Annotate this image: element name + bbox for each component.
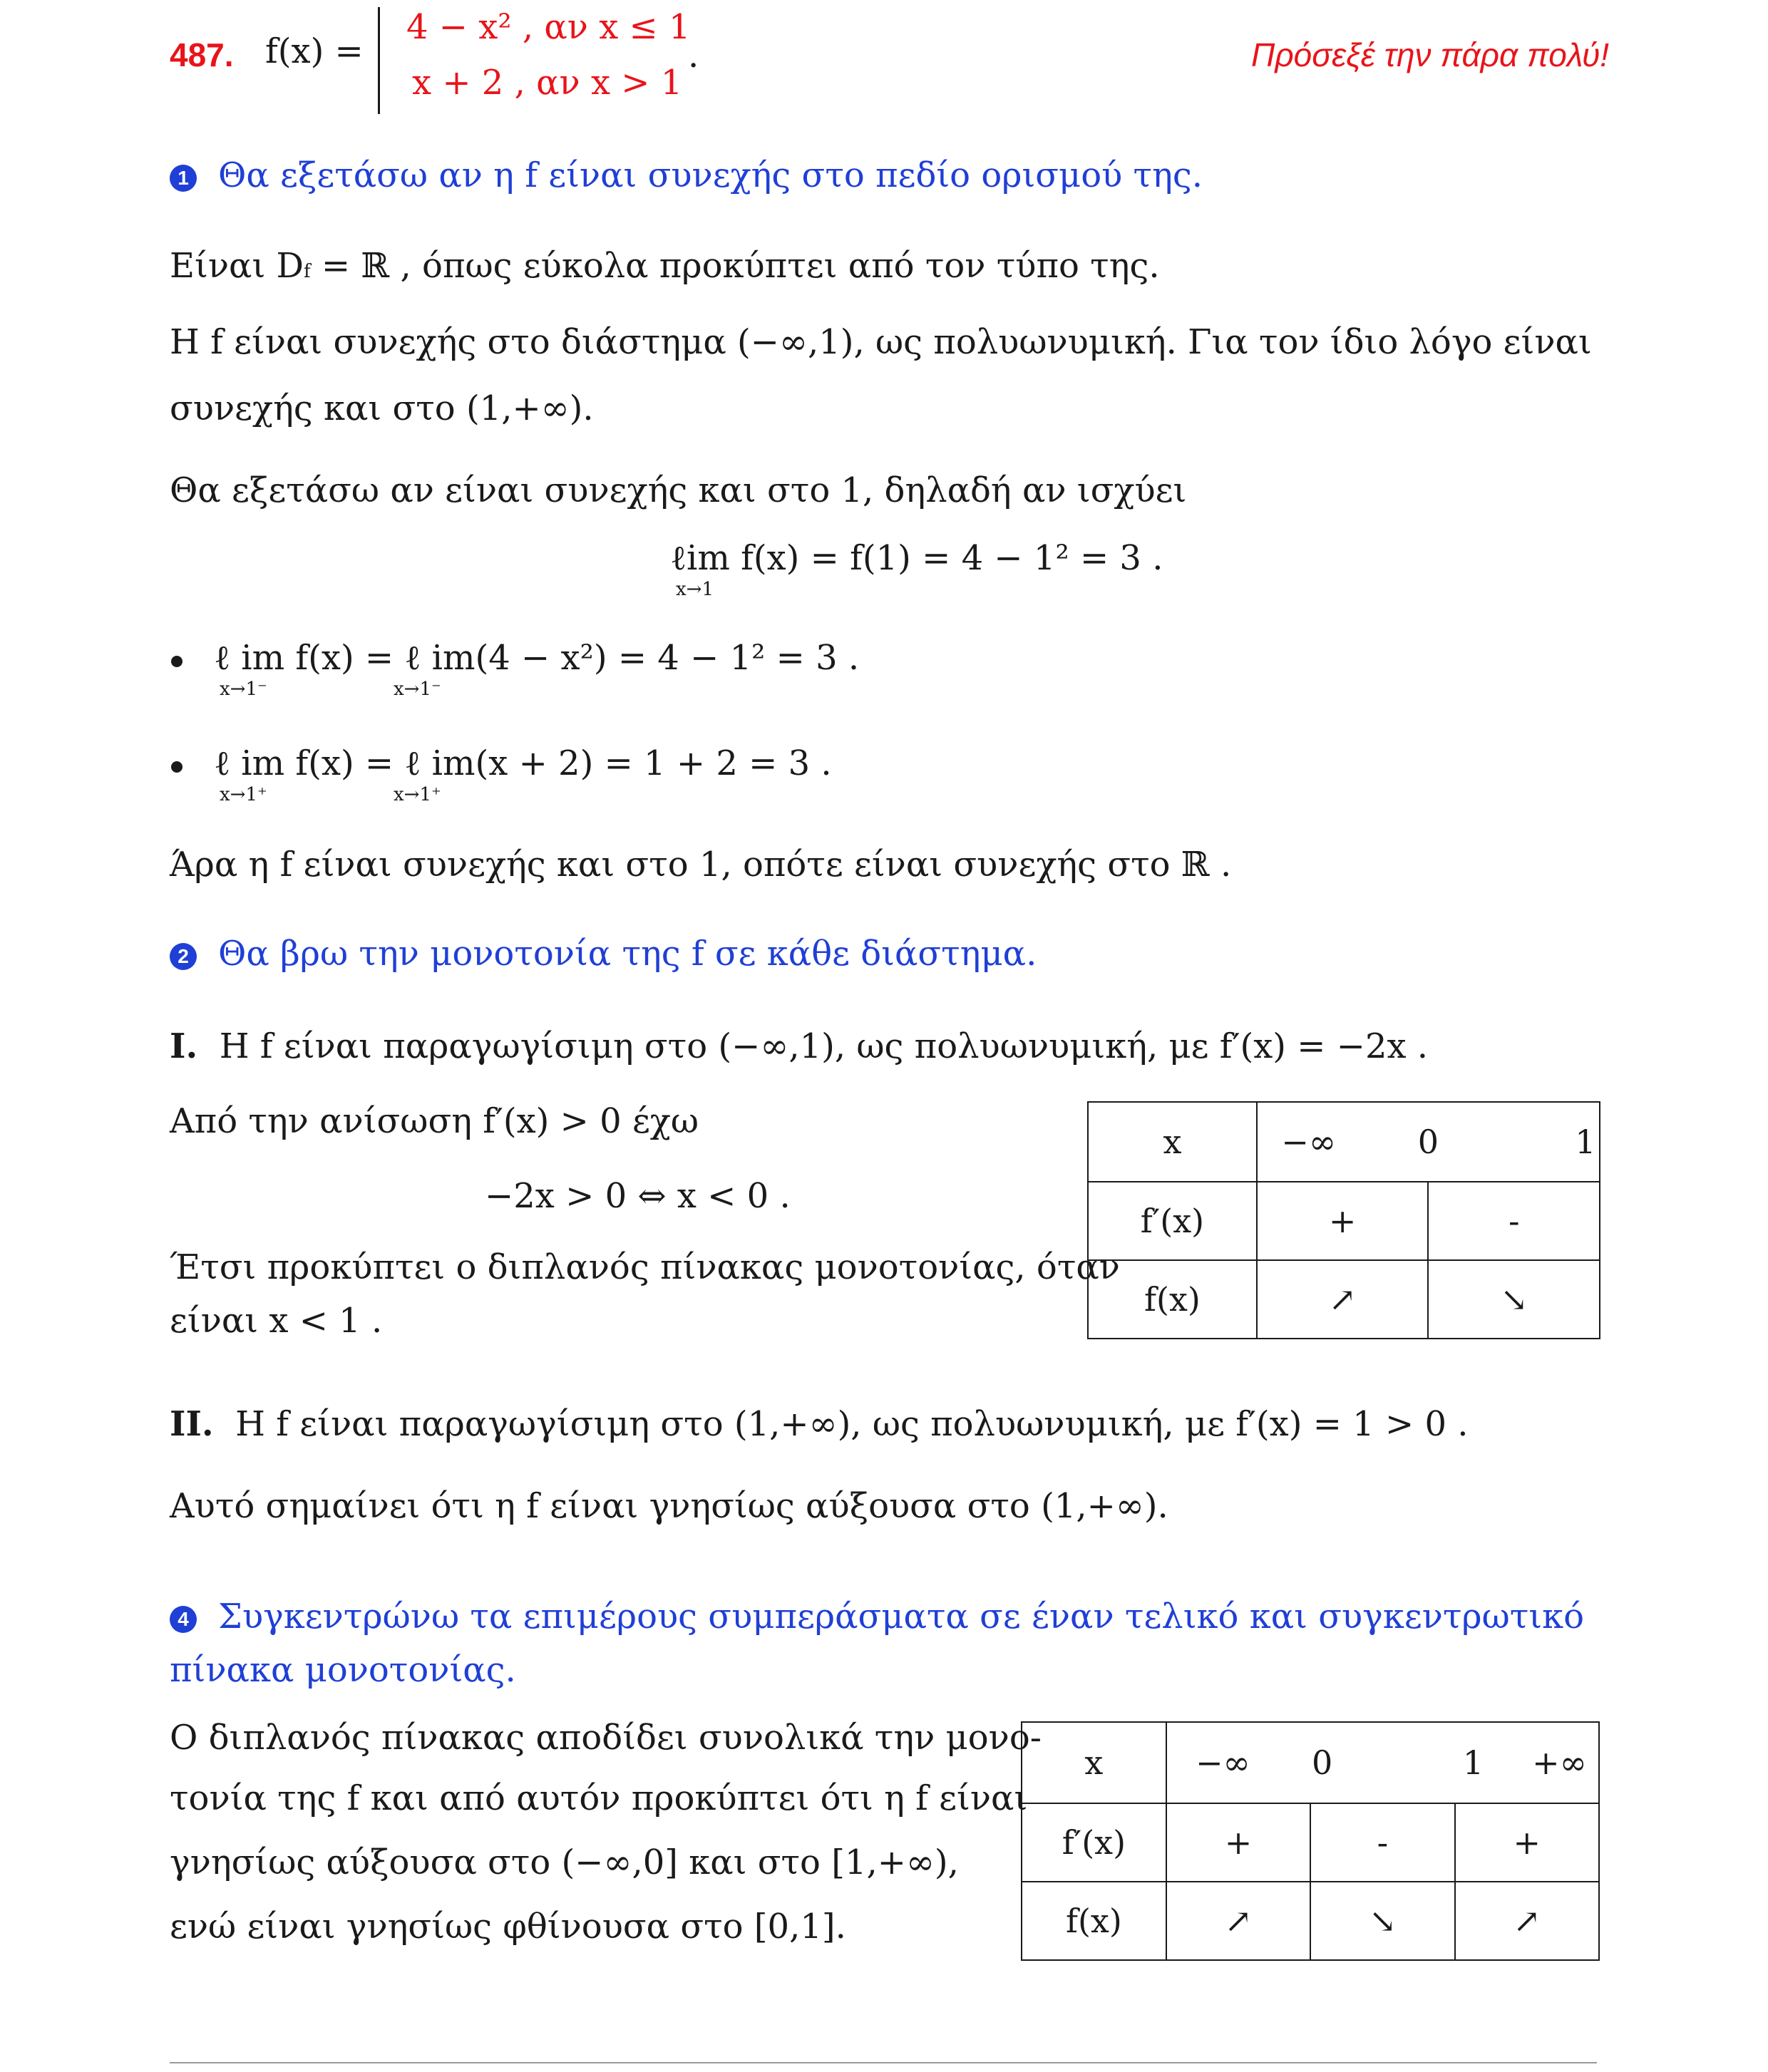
table2-fprime-label: f′(x) — [1022, 1803, 1166, 1882]
step1-title — [170, 155, 1203, 195]
step2-marker: 2 — [170, 943, 197, 970]
step4-title-line2: πίνακα μονοτονίας. — [170, 1650, 516, 1690]
right-limit-sub-1: x→1⁺ — [220, 784, 267, 805]
piecewise-case-2: x + 2 , αν x > 1 — [412, 63, 683, 103]
continuity-para-line2: συνεχής και στο (1,+∞). — [170, 388, 594, 428]
part-II-conclusion: Αυτό σημαίνει ότι η f είναι γνησίως αύξουσα στο (1,+∞). — [170, 1486, 1168, 1526]
piecewise-case-1: 4 − x² , αν x ≤ 1 — [406, 7, 691, 47]
table2-x-header: x — [1022, 1722, 1166, 1803]
domain-subscript: f — [304, 261, 311, 282]
table2-arrow-down-icon: ↘ — [1310, 1882, 1454, 1960]
table1-point-neg-inf: −∞ — [1281, 1123, 1337, 1161]
table1-sign-1: + — [1257, 1182, 1429, 1260]
right-limit-sub-2: x→1⁺ — [394, 784, 441, 805]
table2-f-label: f(x) — [1022, 1882, 1166, 1960]
bullet-left-limit — [171, 656, 183, 667]
table1-f-label: f(x) — [1088, 1260, 1257, 1339]
continuity-at-1-intro: Θα εξετάσω αν είναι συνεχής και στο 1, δηλαδή αν ισχύει — [170, 470, 1187, 510]
part-II-label: II. — [170, 1404, 214, 1444]
inequality-solution: −2x > 0 ⇔ x < 0 . — [485, 1176, 791, 1216]
table1-point-0: 0 — [1417, 1123, 1439, 1161]
table1-arrow-down-icon: ↘ — [1428, 1260, 1600, 1339]
part-I-text: Η f είναι παραγωγίσιμη στο (−∞,1), ως πολυωνυμική, με f′(x) = −2x . — [219, 1026, 1429, 1066]
table2-sign-2: - — [1310, 1803, 1454, 1882]
piecewise-brace — [378, 7, 380, 114]
left-limit-sub-2: x→1⁻ — [394, 679, 441, 700]
table2-arrow-up-icon: ↗ — [1166, 1882, 1310, 1960]
summary-line1: Ο διπλανός πίνακας αποδίδει συνολικά την μονο- — [170, 1718, 1042, 1758]
table1-points-row — [1257, 1102, 1600, 1182]
left-limit-equation: ℓ im f(x) = ℓ im(4 − x²) = 4 − 1² = 3 . — [214, 638, 860, 678]
limit-equation-sub: x→1 — [676, 579, 714, 600]
table2-point-pos-inf: +∞ — [1532, 1743, 1587, 1782]
domain-statement: Είναι Df = ℝ , όπως εύκολα προκύπτει από τον τύπο της. — [170, 246, 1160, 286]
step4-title-text: Συγκεντρώνω τα επιμέρους συμπεράσματα σε έναν τελικό και συγκεντρωτικό — [218, 1597, 1585, 1637]
step1-marker: 1 — [170, 165, 197, 192]
table2-arrow-up-icon-2: ↗ — [1455, 1882, 1599, 1960]
left-limit-sub-1: x→1⁻ — [220, 679, 267, 700]
warning-note: Πρόσεξέ την πάρα πολύ! — [1251, 36, 1610, 73]
page-bottom-rule — [170, 2062, 1597, 2063]
part-I-label: I. — [170, 1026, 198, 1066]
table2-point-neg-inf: −∞ — [1196, 1743, 1250, 1782]
right-limit-equation: ℓ im f(x) = ℓ im(x + 2) = 1 + 2 = 3 . — [214, 743, 832, 783]
summary-line3: γνησίως αύξουσα στο (−∞,0] και στο [1,+∞), — [170, 1842, 959, 1882]
table1-point-1: 1 — [1575, 1123, 1596, 1161]
continuity-para-line1: Η f είναι συνεχής στο διάστημα (−∞,1), ως πολυωνυμική. Για τον ίδιο λόγο είναι — [170, 322, 1592, 362]
part-II-text: Η f είναι παραγωγίσιμη στο (1,+∞), ως πολυωνυμική, με f′(x) = 1 > 0 . — [235, 1404, 1469, 1444]
summary-line2: τονία της f και από αυτόν προκύπτει ότι η f είναι — [170, 1778, 1028, 1818]
limit-equation: ℓim f(x) = f(1) = 4 − 1² = 3 . — [670, 538, 1163, 578]
continuity-conclusion: Άρα η f είναι συνεχής και στο 1, οπότε είναι συνεχής στο ℝ . — [170, 845, 1232, 885]
table2-sign-1: + — [1166, 1803, 1310, 1882]
table1-intro-line2: είναι x < 1 . — [170, 1301, 383, 1341]
part-I — [170, 1026, 1428, 1066]
step4-title-line1 — [170, 1597, 1584, 1637]
table2-sign-3: + — [1455, 1803, 1599, 1882]
table1-fprime-label: f′(x) — [1088, 1182, 1257, 1260]
table2-point-0: 0 — [1312, 1743, 1333, 1782]
inequality-intro: Από την ανίσωση f′(x) > 0 έχω — [170, 1101, 699, 1141]
summary-line4: ενώ είναι γνησίως φθίνουσα στο [0,1]. — [170, 1907, 846, 1947]
monotonicity-table-2 — [1021, 1721, 1600, 1961]
step1-title-text: Θα εξετάσω αν η f είναι συνεχής στο πεδίο ορισμού της. — [218, 155, 1203, 195]
table2-points-row — [1166, 1722, 1599, 1803]
function-lhs: f(x) = — [265, 31, 364, 71]
table1-x-header: x — [1088, 1102, 1257, 1182]
bullet-right-limit — [171, 761, 183, 773]
monotonicity-table-1 — [1087, 1101, 1600, 1339]
table1-intro-line1: Έτσι προκύπτει ο διπλανός πίνακας μονοτονίας, όταν — [170, 1247, 1120, 1287]
step4-marker: 4 — [170, 1606, 197, 1633]
step2-title-text: Θα βρω την μονοτονία της f σε κάθε διάστημα. — [218, 934, 1037, 974]
part-II — [170, 1404, 1469, 1444]
step2-title — [170, 934, 1037, 974]
table1-sign-2: - — [1428, 1182, 1600, 1260]
problem-number: 487. — [170, 36, 234, 73]
table1-arrow-up-icon: ↗ — [1257, 1260, 1429, 1339]
piecewise-period: . — [688, 36, 699, 76]
table2-point-1: 1 — [1462, 1743, 1484, 1782]
